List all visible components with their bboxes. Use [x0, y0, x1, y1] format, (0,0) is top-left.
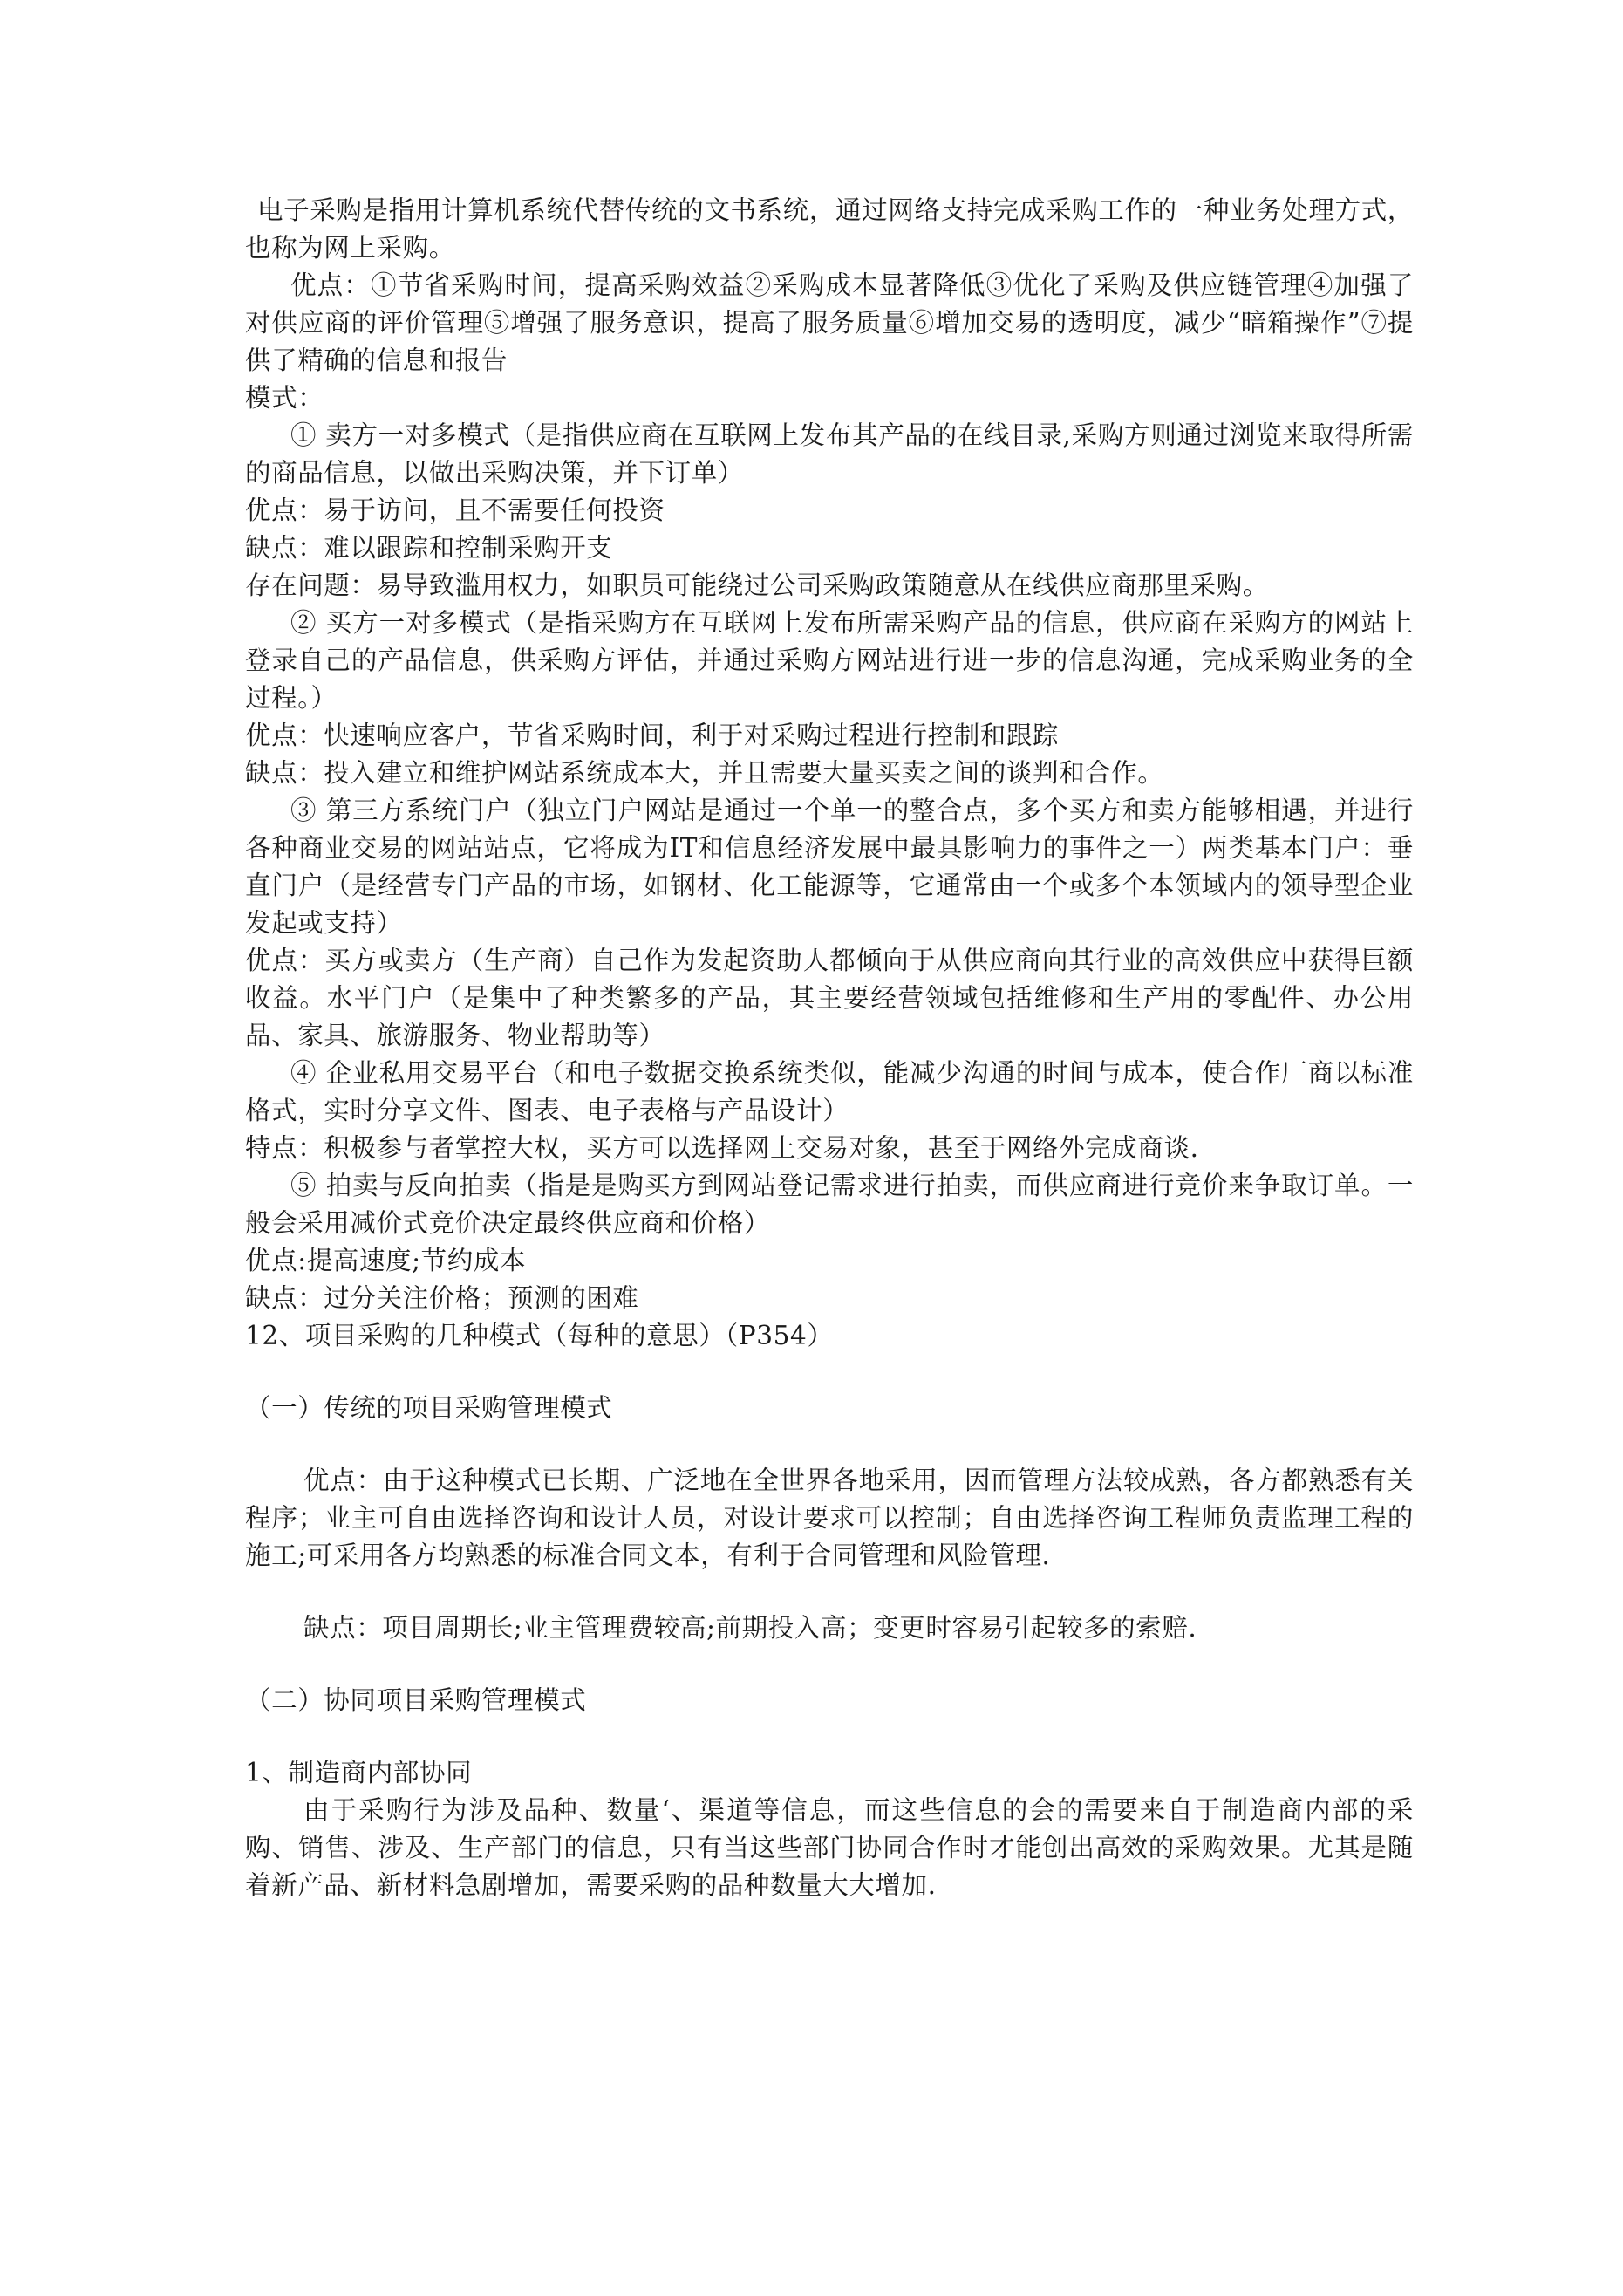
paragraph-e-procurement-definition: 电子采购是指用计算机系统代替传统的文书系统，通过网络支持完成采购工作的一种业务处理方式，也称为网上采购。	[245, 195, 1414, 263]
paragraph-mode-2-cons: 缺点：投入建立和维护网站系统成本大，并且需要大量买卖之间的谈判和合作。	[245, 758, 1164, 788]
paragraph-mode-4-features: 特点：积极参与者掌控大权，买方可以选择网上交易对象，甚至于网络外完成商谈.	[245, 1133, 1199, 1163]
paragraph-mode-5-pros: 优点:提高速度;节约成本	[245, 1246, 527, 1275]
paragraph-advantages: 优点：①节省采购时间，提高采购效益②采购成本显著降低③优化了采购及供应链管理④加强了对供应商的评价管理⑤增强了服务意识，提高了服务质量⑥增加交易的透明度，减少“暗箱操作”⑦提供了精确的信息和报告	[245, 270, 1414, 375]
paragraph-mode-1-seller: ① 卖方一对多模式（是指供应商在互联网上发布其产品的在线目录,采购方则通过浏览来取得所需的商品信息，以做出采购决策，并下订单）	[245, 420, 1414, 488]
paragraph-mode-5-cons: 缺点：过分关注价格；预测的困难	[245, 1283, 639, 1313]
subsection-heading-collaborative: （二）协同项目采购管理模式	[245, 1685, 587, 1715]
paragraph-mode-4-private-exchange: ④ 企业私用交易平台（和电子数据交换系统类似，能减少沟通的时间与成本，使合作厂商以标准格式，实时分享文件、图表、电子表格与产品设计）	[245, 1058, 1414, 1125]
paragraph-mode-2-pros: 优点：快速响应客户，节省采购时间，利于对采购过程进行控制和跟踪	[245, 721, 1060, 750]
item-heading-manufacturer-internal: 1、制造商内部协同	[245, 1758, 473, 1787]
paragraph-mode-3-portal: ③ 第三方系统门户（独立门户网站是通过一个单一的整合点，多个买方和卖方能够相遇，并进行各种商业交易的网站站点，它将成为IT和信息经济发展中最具影响力的事件之一）两类基本门户：垂直门户（是经营专门产品的市场，如钢材、化工能源等，它通常由一个或多个本领域内的领导型企业发起或支持）	[245, 796, 1414, 938]
paragraph-traditional-cons: 缺点：项目周期长;业主管理费较高;前期投入高；变更时容易引起较多的索赔.	[303, 1613, 1197, 1643]
paragraph-traditional-pros: 优点：由于这种模式已长期、广泛地在全世界各地采用，因而管理方法较成熟，各方都熟悉有关程序；业主可自由选择咨询和设计人员，对设计要求可以控制；自由选择咨询工程师负责监理工程的施工;可采用各方均熟悉的标准合同文本，有利于合同管理和风险管理.	[245, 1466, 1414, 1570]
document-body	[245, 192, 1414, 1904]
paragraph-manufacturer-internal: 由于采购行为涉及品种、数量‘、渠道等信息，而这些信息的会的需要来自于制造商内部的采购、销售、涉及、生产部门的信息，只有当这些部门协同合作时才能创出高效的采购效果。尤其是随着新产品、新材料急剧增加，需要采购的品种数量大大增加.	[245, 1795, 1414, 1900]
paragraph-mode-1-issues: 存在问题：易导致滥用权力，如职员可能绕过公司采购政策随意从在线供应商那里采购。	[245, 571, 1269, 600]
paragraph-mode-2-buyer: ② 买方一对多模式（是指采购方在互联网上发布所需采购产品的信息，供应商在采购方的网站上登录自己的产品信息，供采购方评估，并通过采购方网站进行进一步的信息沟通，完成采购业务的全过程。）	[245, 608, 1414, 713]
paragraph-mode-3-pros: 优点：买方或卖方（生产商）自己作为发起资助人都倾向于从供应商向其行业的高效供应中获得巨额收益。水平门户（是集中了种类繁多的产品，其主要经营领域包括维修和生产用的零配件、办公用品、家具、旅游服务、物业帮助等）	[245, 946, 1414, 1050]
section-heading-12: 12、项目采购的几种模式（每种的意思）（P354）	[245, 1321, 834, 1350]
paragraph-modes-heading: 模式：	[245, 383, 324, 413]
paragraph-mode-1-cons: 缺点：难以跟踪和控制采购开支	[245, 533, 613, 563]
subsection-heading-traditional: （一）传统的项目采购管理模式	[245, 1393, 613, 1423]
paragraph-mode-1-pros: 优点：易于访问，且不需要任何投资	[245, 495, 665, 525]
paragraph-mode-5-auction: ⑤ 拍卖与反向拍卖（指是是购买方到网站登记需求进行拍卖，而供应商进行竞价来争取订单。一般会采用减价式竞价决定最终供应商和价格）	[245, 1171, 1414, 1238]
